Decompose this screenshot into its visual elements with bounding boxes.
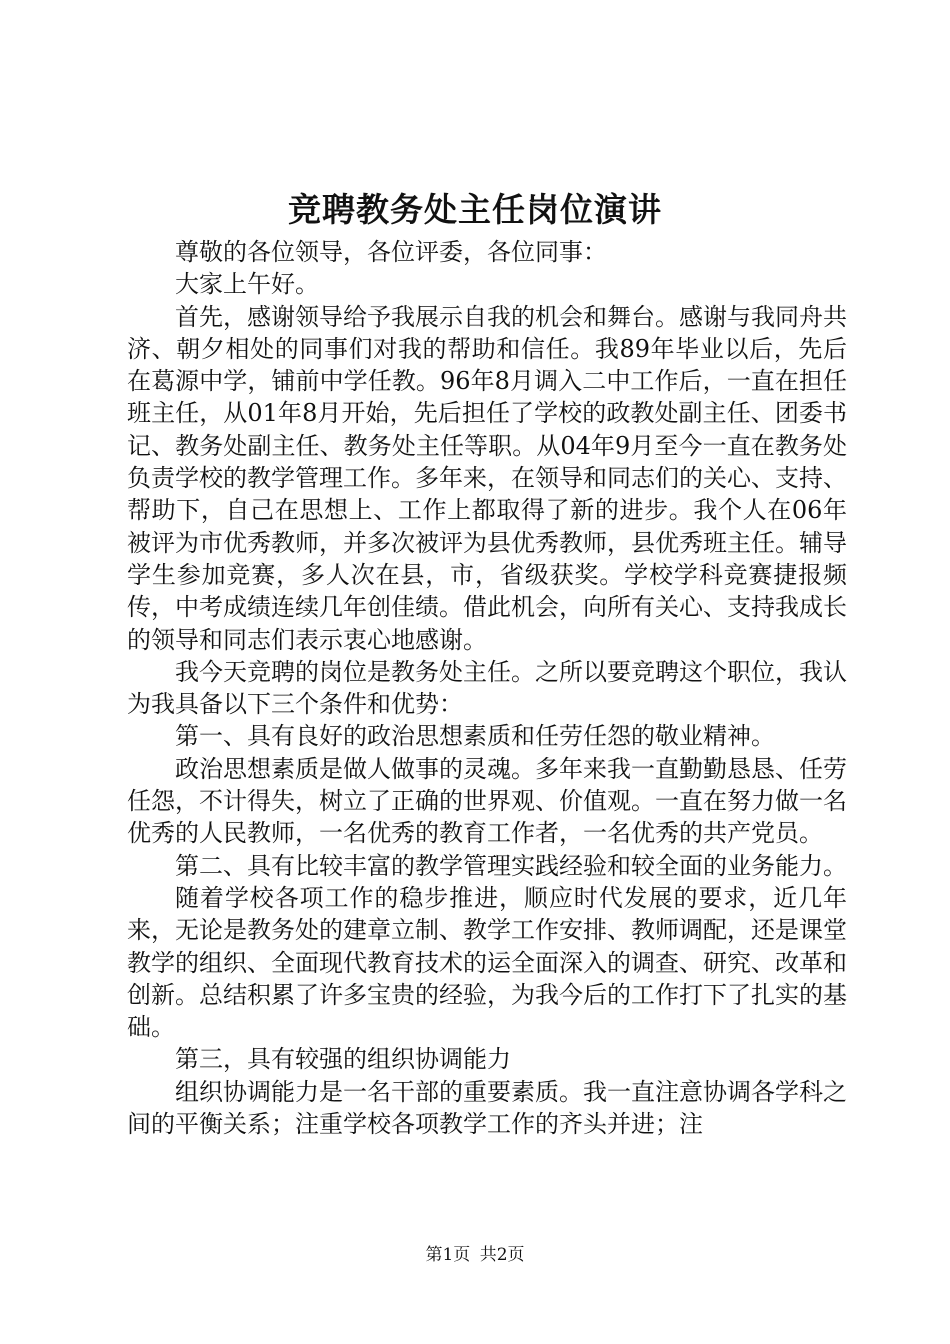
paragraph-greeting: 大家上午好。 [175, 270, 319, 299]
document-body [127, 236, 847, 1140]
page-total: 共2页 [479, 1245, 525, 1265]
paragraph-point-one-body: 政治思想素质是做人做事的灵魂。多年来我一直勤勤恳恳、任劳任怨，不计得失，树立了正确的世界观、价值观。一直在努力做一名优秀的人民教师，一名优秀的教育工作者，一名优秀的共产党员。 [127, 754, 847, 848]
document-title: 竞聘教务处主任岗位演讲 [288, 190, 662, 229]
page-number: 第1页 [425, 1245, 471, 1265]
page-footer [0, 1243, 950, 1267]
paragraph-salutation: 尊敬的各位领导，各位评委，各位同事： [175, 238, 607, 266]
paragraph-introduction: 首先，感谢领导给予我展示自我的机会和舞台。感谢与我同舟共济、朝夕相处的同事们对我的帮助和信任。我89年毕业以后，先后在葛源中学，铺前中学任教。96年8月调入二中工作后，一直在担任班主任，从01年8月开始，先后担任了学校的政教处副主任、团委书记、教务处副主任、教务处主任等职。从04年9月至今一直在教务处负责学校的教学管理工作。多年来，在领导和同志们的关心、支持、帮助下，自己在思想上、工作上都取得了新的进步。我个人在06年被评为市优秀教师，并多次被评为县优秀教师，县优秀班主任。辅导学生参加竞赛，多人次在县，市，省级获奖。学校学科竞赛捷报频传，中考成绩连续几年创佳绩。借此机会，向所有关心、支持我成长的领导和同志们表示衷心地感谢。 [127, 302, 847, 654]
paragraph-point-two-heading: 第二、具有比较丰富的教学管理实践经验和较全面的业务能力。 [175, 851, 847, 880]
paragraph-point-two-body: 随着学校各项工作的稳步推进，顺应时代发展的要求，近几年来，无论是教务处的建章立制、教学工作安排、教师调配，还是课堂教学的组织、全面现代教育技术的运全面深入的调查、研究、改革和创新。总结积累了许多宝贵的经验，为我今后的工作打下了扎实的基础。 [127, 883, 847, 1042]
paragraph-point-one-heading: 第一、具有良好的政治思想素质和任劳任怨的敬业精神。 [175, 722, 775, 751]
paragraph-position: 我今天竞聘的岗位是教务处主任。之所以要竞聘这个职位，我认为我具备以下三个条件和优势： [127, 657, 847, 719]
paragraph-point-three-body: 组织协调能力是一名干部的重要素质。我一直注意协调各学科之间的平衡关系；注重学校各项教学工作的齐头并进；注 [127, 1077, 847, 1139]
paragraph-point-three-heading: 第三，具有较强的组织协调能力 [175, 1045, 511, 1074]
